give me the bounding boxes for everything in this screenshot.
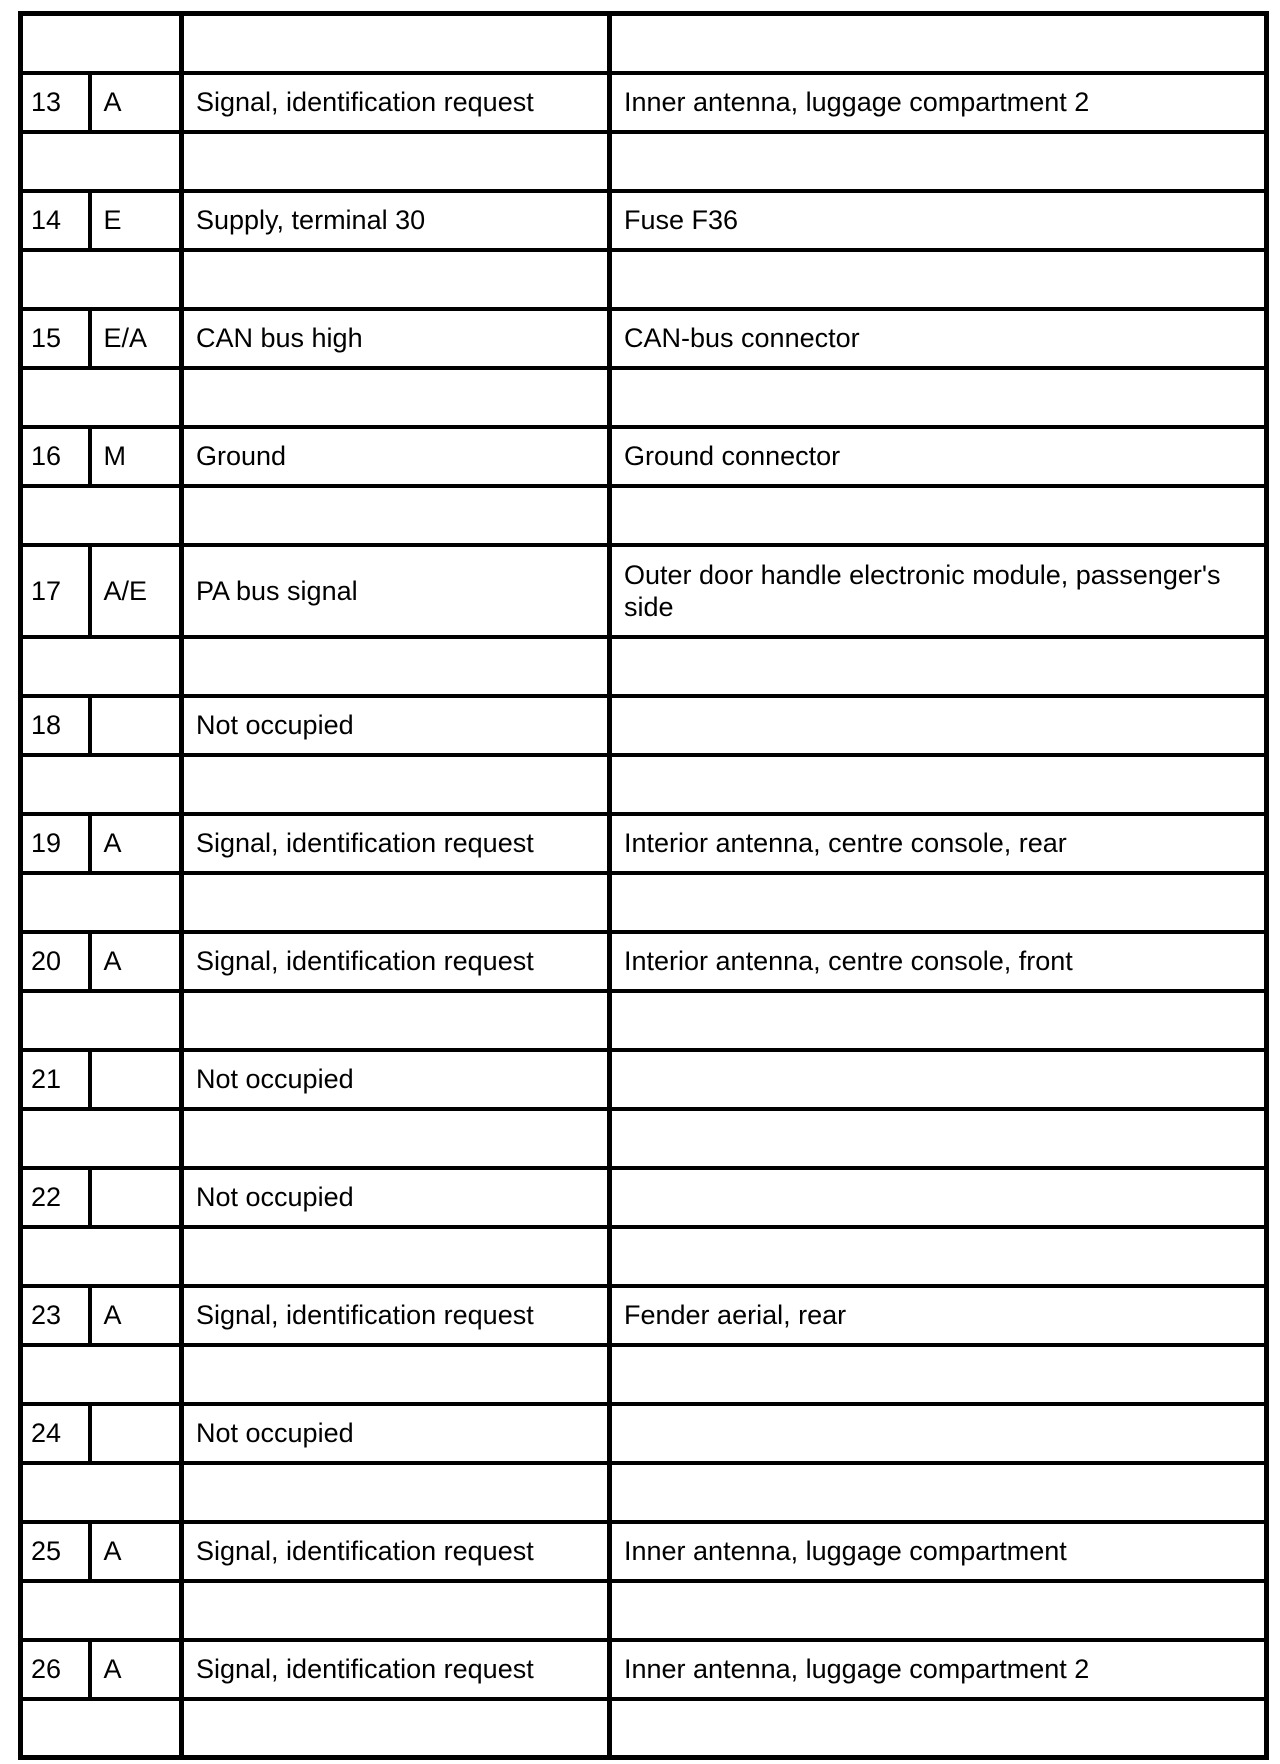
pin-number-cell: 24 xyxy=(21,1404,90,1463)
pin-type-cell xyxy=(90,1404,182,1463)
connection-cell: Fuse F36 xyxy=(610,191,1267,250)
spacer-row xyxy=(21,1581,1267,1640)
connection-cell xyxy=(610,1050,1267,1109)
pin-number-cell: 25 xyxy=(21,1522,90,1581)
spacer-cell-connection xyxy=(610,1581,1267,1640)
pin-type-cell: A xyxy=(90,1286,182,1345)
pin-row xyxy=(21,73,1267,132)
pin-number-cell: 13 xyxy=(21,73,90,132)
pin-type-cell xyxy=(90,1168,182,1227)
pin-row xyxy=(21,1522,1267,1581)
spacer-cell-signal xyxy=(182,368,610,427)
pin-row xyxy=(21,309,1267,368)
signal-description-cell: Not occupied xyxy=(182,1050,610,1109)
signal-description-cell: Signal, identification request xyxy=(182,73,610,132)
pin-type-cell: E xyxy=(90,191,182,250)
pin-type-cell: A xyxy=(90,73,182,132)
spacer-cell-connection xyxy=(610,132,1267,191)
spacer-cell-signal xyxy=(182,1345,610,1404)
signal-description-cell: Ground xyxy=(182,427,610,486)
spacer-cell-connection xyxy=(610,250,1267,309)
pin-table-body xyxy=(21,14,1267,1758)
pin-row xyxy=(21,545,1267,637)
connection-cell: Interior antenna, centre console, rear xyxy=(610,814,1267,873)
pin-number-cell: 15 xyxy=(21,309,90,368)
signal-description-cell: PA bus signal xyxy=(182,545,610,637)
connection-cell xyxy=(610,696,1267,755)
pin-type-cell: A/E xyxy=(90,545,182,637)
spacer-cell-signal xyxy=(182,132,610,191)
spacer-cell-pin xyxy=(21,1109,182,1168)
pin-number-cell: 16 xyxy=(21,427,90,486)
signal-description-cell: Signal, identification request xyxy=(182,1286,610,1345)
pin-row xyxy=(21,1168,1267,1227)
pin-number-cell: 18 xyxy=(21,696,90,755)
connection-cell: Interior antenna, centre console, front xyxy=(610,932,1267,991)
spacer-cell-pin xyxy=(21,1581,182,1640)
spacer-cell-signal xyxy=(182,637,610,696)
connection-cell: Inner antenna, luggage compartment 2 xyxy=(610,73,1267,132)
pin-type-cell xyxy=(90,1050,182,1109)
connection-cell xyxy=(610,1404,1267,1463)
spacer-cell-signal xyxy=(182,755,610,814)
spacer-cell-connection xyxy=(610,1227,1267,1286)
pin-number-cell: 21 xyxy=(21,1050,90,1109)
spacer-cell-pin xyxy=(21,873,182,932)
spacer-row xyxy=(21,368,1267,427)
spacer-cell-connection xyxy=(610,1109,1267,1168)
pin-row xyxy=(21,696,1267,755)
pin-row xyxy=(21,1404,1267,1463)
connection-cell: Outer door handle electronic module, passenger's side xyxy=(610,545,1267,637)
signal-description-cell: Signal, identification request xyxy=(182,932,610,991)
spacer-cell-pin xyxy=(21,1345,182,1404)
spacer-cell-pin xyxy=(21,486,182,545)
connection-cell: Fender aerial, rear xyxy=(610,1286,1267,1345)
spacer-cell-connection xyxy=(610,873,1267,932)
pin-type-cell: A xyxy=(90,1640,182,1699)
pin-number-cell: 20 xyxy=(21,932,90,991)
spacer-cell-pin xyxy=(21,991,182,1050)
spacer-cell-pin xyxy=(21,637,182,696)
pin-type-cell: A xyxy=(90,932,182,991)
pin-number-cell: 26 xyxy=(21,1640,90,1699)
connection-cell: Inner antenna, luggage compartment xyxy=(610,1522,1267,1581)
spacer-cell-connection xyxy=(610,1699,1267,1758)
pin-type-cell: A xyxy=(90,1522,182,1581)
spacer-cell-connection xyxy=(610,1463,1267,1522)
spacer-cell-connection xyxy=(610,1345,1267,1404)
spacer-cell-signal xyxy=(182,486,610,545)
spacer-row xyxy=(21,14,1267,73)
pin-number-cell: 23 xyxy=(21,1286,90,1345)
spacer-cell-signal xyxy=(182,1463,610,1522)
connection-cell: Inner antenna, luggage compartment 2 xyxy=(610,1640,1267,1699)
signal-description-cell: Signal, identification request xyxy=(182,1640,610,1699)
spacer-row xyxy=(21,755,1267,814)
spacer-row xyxy=(21,873,1267,932)
pin-number-cell: 14 xyxy=(21,191,90,250)
pin-type-cell: A xyxy=(90,814,182,873)
spacer-cell-signal xyxy=(182,14,610,73)
pin-row xyxy=(21,1640,1267,1699)
signal-description-cell: Signal, identification request xyxy=(182,1522,610,1581)
connection-cell: Ground connector xyxy=(610,427,1267,486)
spacer-cell-pin xyxy=(21,1699,182,1758)
signal-description-cell: CAN bus high xyxy=(182,309,610,368)
spacer-cell-connection xyxy=(610,991,1267,1050)
spacer-cell-connection xyxy=(610,755,1267,814)
signal-description-cell: Supply, terminal 30 xyxy=(182,191,610,250)
spacer-cell-pin xyxy=(21,14,182,73)
signal-description-cell: Not occupied xyxy=(182,1404,610,1463)
pin-row xyxy=(21,427,1267,486)
signal-description-cell: Signal, identification request xyxy=(182,814,610,873)
pin-row xyxy=(21,1286,1267,1345)
pin-type-cell xyxy=(90,696,182,755)
spacer-cell-signal xyxy=(182,1227,610,1286)
spacer-row xyxy=(21,1345,1267,1404)
signal-description-cell: Not occupied xyxy=(182,696,610,755)
spacer-cell-pin xyxy=(21,755,182,814)
pin-row xyxy=(21,932,1267,991)
spacer-cell-signal xyxy=(182,1699,610,1758)
connection-cell xyxy=(610,1168,1267,1227)
spacer-row xyxy=(21,486,1267,545)
spacer-cell-signal xyxy=(182,1581,610,1640)
spacer-cell-pin xyxy=(21,132,182,191)
spacer-cell-connection xyxy=(610,486,1267,545)
spacer-cell-signal xyxy=(182,873,610,932)
pin-assignment-table xyxy=(18,11,1269,1760)
pin-row xyxy=(21,814,1267,873)
spacer-cell-signal xyxy=(182,250,610,309)
spacer-cell-pin xyxy=(21,250,182,309)
signal-description-cell: Not occupied xyxy=(182,1168,610,1227)
pin-number-cell: 22 xyxy=(21,1168,90,1227)
spacer-cell-signal xyxy=(182,991,610,1050)
connection-cell: CAN-bus connector xyxy=(610,309,1267,368)
spacer-row xyxy=(21,1463,1267,1522)
pin-number-cell: 17 xyxy=(21,545,90,637)
spacer-row xyxy=(21,132,1267,191)
spacer-cell-connection xyxy=(610,368,1267,427)
spacer-row xyxy=(21,1109,1267,1168)
spacer-cell-pin xyxy=(21,368,182,427)
spacer-cell-pin xyxy=(21,1463,182,1522)
spacer-cell-connection xyxy=(610,14,1267,73)
pin-number-cell: 19 xyxy=(21,814,90,873)
spacer-row xyxy=(21,1227,1267,1286)
spacer-cell-connection xyxy=(610,637,1267,696)
spacer-row xyxy=(21,1699,1267,1758)
pin-type-cell: M xyxy=(90,427,182,486)
spacer-cell-signal xyxy=(182,1109,610,1168)
pin-row xyxy=(21,191,1267,250)
spacer-row xyxy=(21,250,1267,309)
pin-type-cell: E/A xyxy=(90,309,182,368)
spacer-row xyxy=(21,637,1267,696)
spacer-row xyxy=(21,991,1267,1050)
pin-row xyxy=(21,1050,1267,1109)
spacer-cell-pin xyxy=(21,1227,182,1286)
